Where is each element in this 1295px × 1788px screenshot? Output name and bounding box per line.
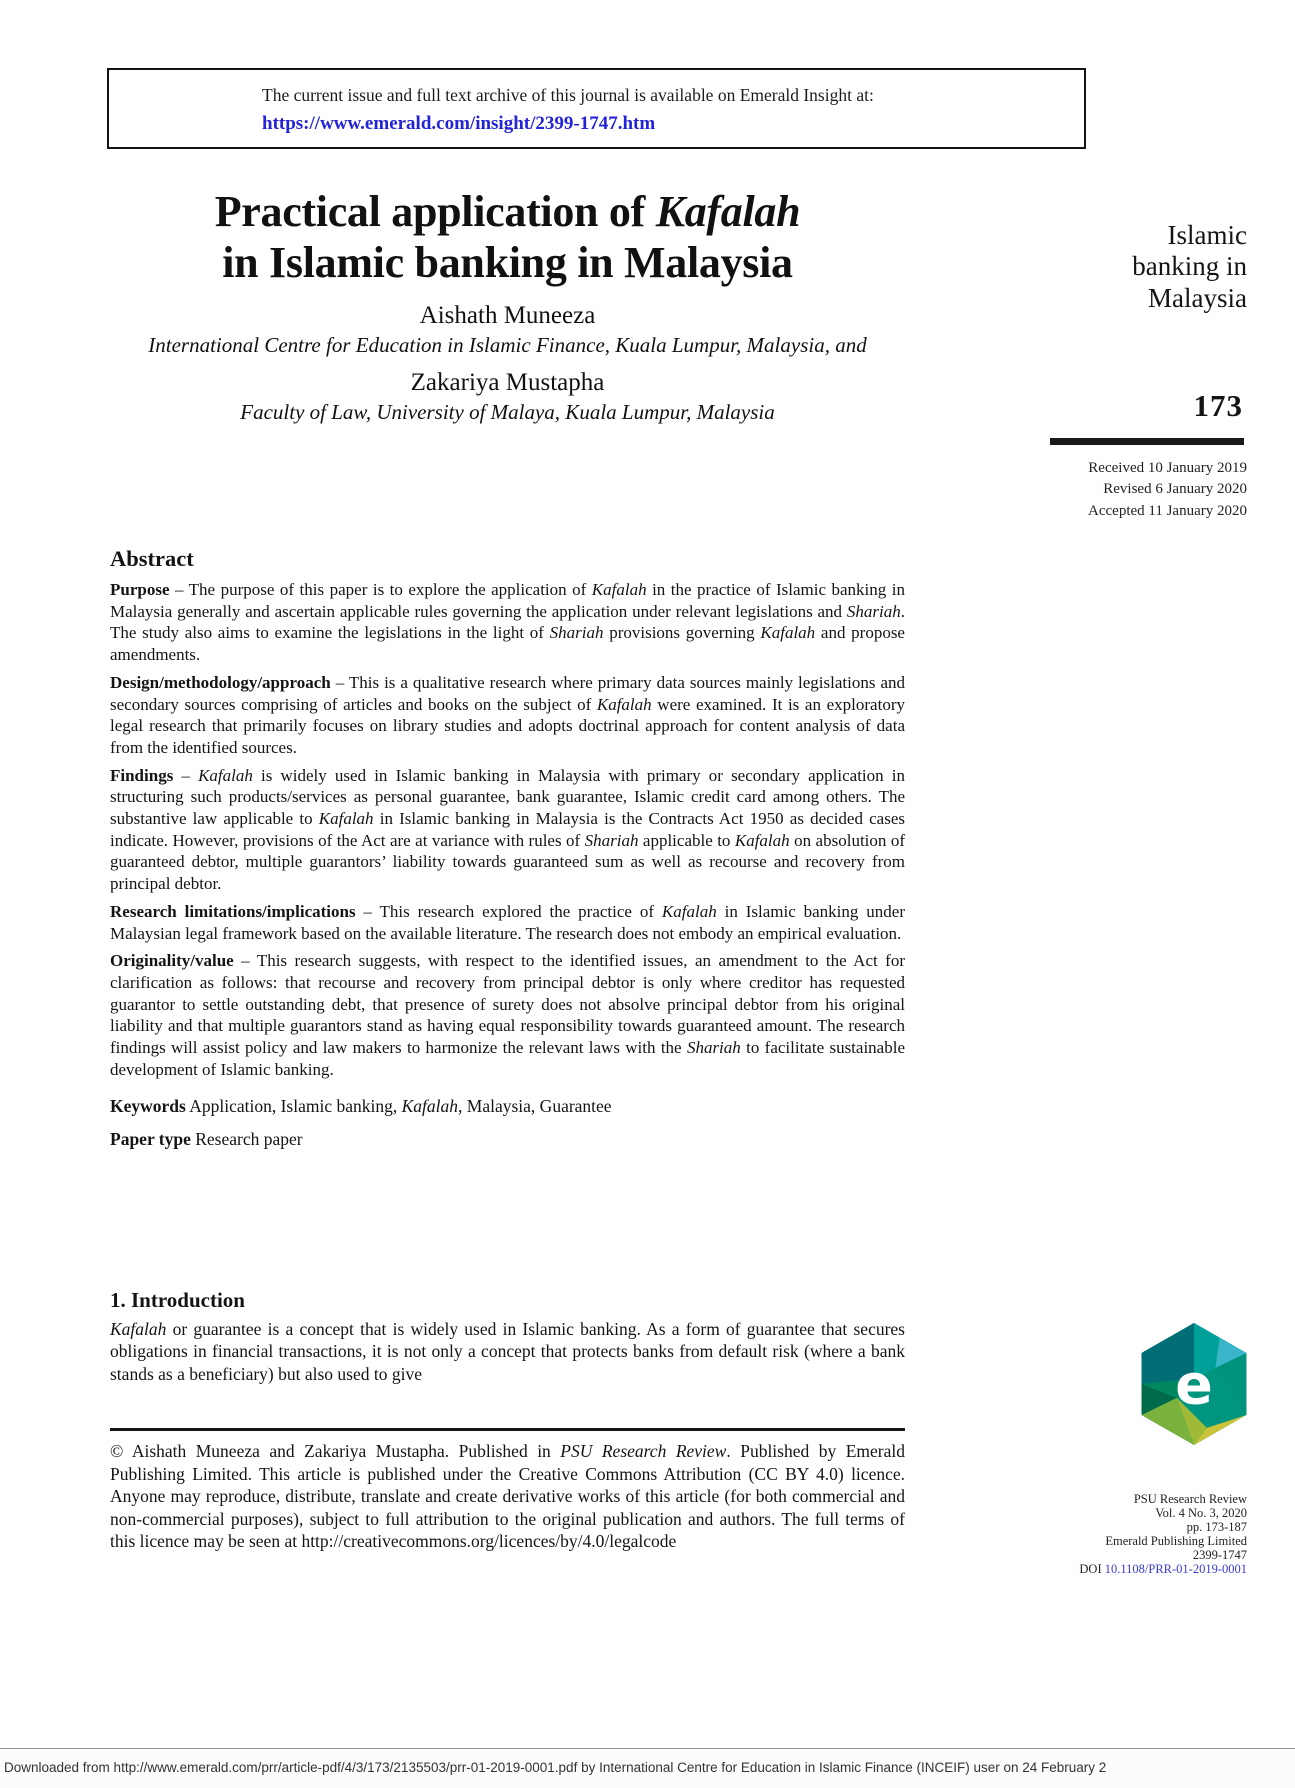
page-number: 173 bbox=[1193, 388, 1243, 423]
article-title-line1: Practical application of Kafalah bbox=[214, 187, 801, 236]
citation-publisher: Emerald Publishing Limited bbox=[1105, 1534, 1247, 1548]
citation-doi-line bbox=[1007, 1562, 1247, 1576]
doi-label: DOI bbox=[1079, 1562, 1102, 1576]
paper-type-line: Paper type Research paper bbox=[110, 1129, 303, 1150]
received-date: Received 10 January 2019 bbox=[1088, 460, 1247, 476]
citation-journal: PSU Research Review bbox=[1133, 1492, 1247, 1506]
article-title-line2: in Islamic banking in Malaysia bbox=[222, 238, 793, 288]
abstract-limitations: Research limitations/implications – This research explored the practice of Kafalah in Islamic banking under Malaysian legal framework based on the available literature. The research does not embody an empirical evaluation. bbox=[110, 901, 905, 943]
affiliation-2: Faculty of Law, University of Malaya, Kuala Lumpur, Malaysia bbox=[240, 399, 775, 424]
introduction-heading: 1. Introduction bbox=[110, 1288, 245, 1312]
insight-notice-link[interactable]: https://www.emerald.com/insight/2399-1747.htm bbox=[262, 113, 656, 135]
abstract-originality: Originality/value – This research suggests, with respect to the identified issues, an amendment to the Act for clarification as follows: that recourse and recovery from principal debtor is only where creditor has requested guarantor to settle outstanding debt, that presence of surety does not absolve principal debtor from his original liability and that multiple guarantors stand as having equal responsibility towards guaranteed amount. The research findings will assist policy and law makers to harmonize the relevant laws with the Shariah to facilitate sustainable development of Islamic banking. bbox=[110, 951, 905, 1079]
abstract-heading: Abstract bbox=[110, 546, 194, 571]
running-head bbox=[1007, 220, 1247, 314]
download-provenance-bar: Downloaded from http://www.emerald.com/prr/article-pdf/4/3/173/2135503/prr-01-2019-0001.pdf by International Centre for Education in Islamic Finance (INCEIF) user on 24 February 2 bbox=[0, 1748, 1295, 1788]
author-1: Aishath Muneeza bbox=[419, 301, 596, 329]
abstract-purpose: Purpose – The purpose of this paper is to explore the application of Kafalah in the practice of Islamic banking in Malaysia generally and ascertain applicable rules governing the application under relevant legislations and Shariah. The study also aims to examine the legislations in the light of Shariah provisions governing Kafalah and propose amendments. bbox=[110, 580, 905, 665]
copyright-notice: © Aishath Muneeza and Zakariya Mustapha. Published in PSU Research Review. Published by Emerald Publishing Limited. This article is published under the Creative Commons Attribution (CC BY 4.0) licence. Anyone may reproduce, distribute, translate and create derivative works of this article (for both commercial and non-commercial purposes), subject to full attribution to the original publication and authors. The full terms of this licence may be seen at http://creativecommons.org/licences/by/4.0/legalcode bbox=[110, 1441, 905, 1552]
emerald-logo-icon bbox=[1140, 1323, 1248, 1445]
abstract-design: Design/methodology/approach – This is a qualitative research where primary data sources mainly legislations and secondary sources comprising of articles and books on the subject of Kafalah were examined. It is an exploratory legal research that primarily focuses on library studies and adopts doctrinal approach for content analysis of data from the identified sources. bbox=[110, 672, 905, 757]
revised-date: Revised 6 January 2020 bbox=[1103, 481, 1247, 498]
footnote-rule bbox=[110, 1428, 905, 1431]
page-number-rule bbox=[1050, 438, 1244, 445]
introduction-section bbox=[110, 1288, 905, 1385]
insight-notice-text: The current issue and full text archive of this journal is available on Emerald Insight at: bbox=[262, 85, 874, 105]
running-head-line2: banking in bbox=[1132, 251, 1247, 282]
emerald-logo-letter: e bbox=[1175, 1352, 1213, 1418]
introduction-paragraph: Kafalah or guarantee is a concept that is widely used in Islamic banking. As a form of guarantee that secures obligations in financial transactions, it is not only a concept that protects banks from default risk (where a bank stands as a beneficiary) but also used to give bbox=[110, 1319, 905, 1384]
doi-link[interactable]: 10.1108/PRR-01-2019-0001 bbox=[1104, 1562, 1247, 1576]
article-masthead bbox=[110, 186, 905, 425]
article-history bbox=[987, 458, 1247, 522]
insight-notice-box bbox=[107, 68, 1086, 149]
abstract-findings: Findings – Kafalah is widely used in Islamic banking in Malaysia with primary or secondary application in structuring such products/services as personal guarantee, bank guarantee, Islamic credit card among others. The substantive law applicable to Kafalah in Islamic banking in Malaysia is the Contracts Act 1950 as decided cases indicate. However, provisions of the Act are at variance with rules of Shariah applicable to Kafalah on absolution of guaranteed debtor, multiple guarantors’ liability towards guaranteed sum as well as recourse and recovery from principal debtor. bbox=[110, 765, 906, 894]
affiliation-1: International Centre for Education in Islamic Finance, Kuala Lumpur, Malaysia, and bbox=[148, 332, 867, 357]
running-head-line3: Malaysia bbox=[1148, 282, 1247, 313]
citation-pages: pp. 173-187 bbox=[1186, 1520, 1247, 1534]
article-title bbox=[110, 186, 905, 289]
accepted-date: Accepted 11 January 2020 bbox=[1088, 502, 1247, 519]
citation-block bbox=[1007, 1492, 1247, 1576]
citation-volume: Vol. 4 No. 3, 2020 bbox=[1155, 1506, 1247, 1520]
abstract-section bbox=[110, 546, 905, 1150]
running-head-line1: Islamic bbox=[1167, 220, 1247, 250]
keywords-line: Keywords Application, Islamic banking, Kafalah, Malaysia, Guarantee bbox=[110, 1096, 612, 1117]
citation-issn: 2399-1747 bbox=[1192, 1548, 1247, 1562]
author-2: Zakariya Mustapha bbox=[410, 368, 605, 396]
